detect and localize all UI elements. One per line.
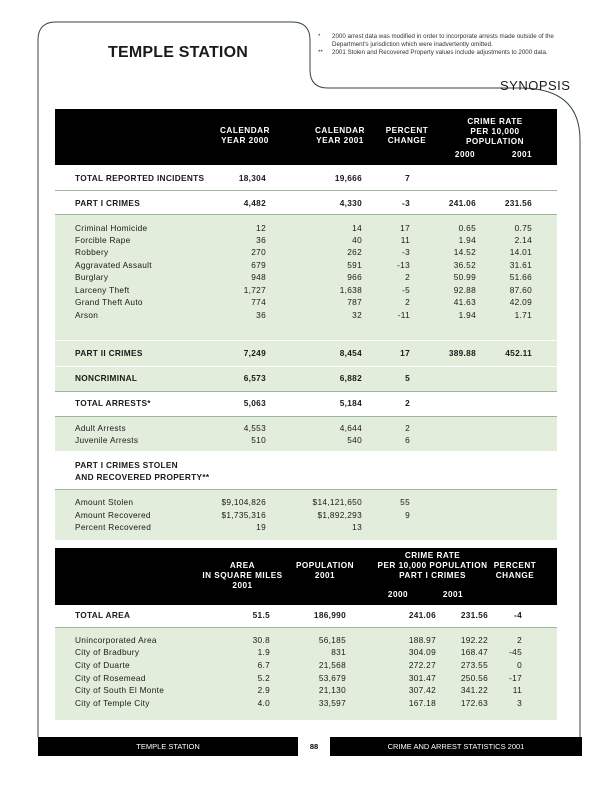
table-cell: 7,249 (243, 348, 266, 358)
row-label: Aggravated Assault (75, 260, 152, 270)
table-cell: 241.06 (448, 198, 476, 208)
table-cell: 50.99 (453, 272, 476, 282)
col-header-rate-2001: 2001 (442, 590, 464, 599)
table-cell: -11 (397, 310, 410, 320)
footer-right: CRIME AND ARREST STATISTICS 2001 (330, 737, 582, 756)
table-cell: 2 (405, 423, 410, 433)
table-cell: 19,666 (334, 173, 362, 183)
table-cell: 4,482 (243, 198, 266, 208)
table-cell: 36 (256, 235, 266, 245)
col-header-cal2000: CALENDAR YEAR 2000 (220, 126, 270, 145)
col-header-rate-2000: 2000 (387, 590, 409, 599)
table-cell: 787 (347, 297, 362, 307)
table-cell: $14,121,650 (312, 497, 362, 507)
table-cell: 92.88 (453, 285, 476, 295)
col-header-area: AREA IN SQUARE MILES 2001 (202, 561, 283, 590)
table-cell: 7 (405, 173, 410, 183)
row-label: Amount Recovered (75, 510, 151, 520)
table-cell: 21,568 (318, 660, 346, 670)
table-cell: $1,735,316 (221, 510, 266, 520)
table-cell: 12 (256, 223, 266, 233)
table-cell: 301.47 (408, 673, 436, 683)
table-cell: 304.09 (408, 647, 436, 657)
table-cell: 5 (405, 373, 410, 383)
table-cell: 774 (251, 297, 266, 307)
table-cell: 4,330 (339, 198, 362, 208)
row-label: Percent Recovered (75, 522, 152, 532)
table-cell: 2 (405, 272, 410, 282)
table-cell: 4,553 (243, 423, 266, 433)
table-cell: 8,454 (339, 348, 362, 358)
footer (38, 737, 582, 756)
table-cell: 168.47 (460, 647, 488, 657)
row-divider (55, 391, 557, 392)
table-cell: 452.11 (505, 348, 532, 358)
table-cell: 13 (352, 522, 362, 532)
row-label: Burglary (75, 272, 109, 282)
table-cell: 192.22 (460, 635, 488, 645)
table-cell: 172.63 (460, 698, 488, 708)
table1-header (55, 109, 557, 165)
row-label: City of Bradbury (75, 647, 140, 657)
table-cell: 21,130 (318, 685, 346, 695)
table-cell: 1.71 (514, 310, 532, 320)
table-cell: 0.75 (514, 223, 532, 233)
table-cell: 1.94 (458, 310, 476, 320)
footnotes (318, 33, 563, 57)
table2-header (55, 548, 557, 605)
section-label: SYNOPSIS (500, 78, 571, 93)
row-label: City of Temple City (75, 698, 150, 708)
col-header-rate-2001: 2001 (511, 150, 533, 159)
table-cell: 188.97 (408, 635, 436, 645)
table-cell: 2.14 (514, 235, 532, 245)
table-cell: 186,990 (313, 610, 346, 620)
table-cell: 51.66 (509, 272, 532, 282)
table-cell: 31.61 (509, 260, 532, 270)
table-cell: 241.06 (408, 610, 436, 620)
row-divider (55, 190, 557, 191)
table-cell: 591 (347, 260, 362, 270)
row-label: TOTAL REPORTED INCIDENTS (75, 173, 205, 183)
table-cell: -45 (509, 647, 522, 657)
col-header-rate: CRIME RATE PER 10,000 POPULATION PART I CRIMES (377, 551, 488, 580)
row-label: Forcible Rape (75, 235, 131, 245)
row-label: City of South El Monte (75, 685, 165, 695)
footnote-text: 2000 arrest data was modified in order to incorporate arrests made outside of the Department's jurisdiction which were inadvertently omitted. (332, 33, 554, 48)
table-cell: 87.60 (509, 285, 532, 295)
table-cell: 540 (347, 435, 362, 445)
table-cell: 4,644 (339, 423, 362, 433)
table-cell: 2.9 (257, 685, 270, 695)
row-label: PART I CRIMES STOLEN (75, 460, 178, 470)
table-cell: 389.88 (448, 348, 476, 358)
table-cell: 6 (405, 435, 410, 445)
table-cell: 51.5 (252, 610, 270, 620)
table-cell: 1.94 (458, 235, 476, 245)
table-cell: 341.22 (460, 685, 488, 695)
table-cell: -17 (509, 673, 522, 683)
table-cell: 19 (256, 522, 266, 532)
col-header-rate: CRIME RATE PER 10,000 POPULATION (465, 117, 525, 146)
row-label: Arson (75, 310, 99, 320)
table-cell: 41.63 (453, 297, 476, 307)
row-label: Unincorporated Area (75, 635, 157, 645)
table-cell: 56,185 (318, 635, 346, 645)
table-cell: 11 (512, 685, 522, 695)
table-cell: -13 (397, 260, 410, 270)
table-cell: 1,638 (339, 285, 362, 295)
footnote-mark: ** (318, 49, 323, 56)
table-cell: 231.56 (504, 198, 532, 208)
table-cell: 2 (517, 635, 522, 645)
table-cell: 6.7 (257, 660, 270, 670)
row-label: Adult Arrests (75, 423, 126, 433)
table-cell: 679 (251, 260, 266, 270)
row-label: City of Rosemead (75, 673, 146, 683)
col-header-cal2001: CALENDAR YEAR 2001 (315, 126, 365, 145)
table-cell: -5 (402, 285, 410, 295)
table-cell: 42.09 (509, 297, 532, 307)
page-number: 88 (302, 737, 326, 756)
table-cell: 53,679 (318, 673, 346, 683)
table-cell: -4 (514, 610, 522, 620)
table-cell: 2 (405, 398, 410, 408)
table-cell: 36 (256, 310, 266, 320)
table-cell: 55 (400, 497, 410, 507)
table-cell: 33,597 (318, 698, 346, 708)
table-cell: -3 (402, 198, 410, 208)
table-cell: 30.8 (252, 635, 270, 645)
table-cell: 1.9 (257, 647, 270, 657)
row-label: TOTAL ARRESTS* (75, 398, 151, 408)
footnote-text: 2001 Stolen and Recovered Property values include adjustments to 2000 data. (332, 49, 548, 56)
table-cell: 273.55 (460, 660, 488, 670)
row-label: Larceny Theft (75, 285, 130, 295)
table-cell: 36.52 (453, 260, 476, 270)
table-cell: 948 (251, 272, 266, 282)
table-cell: 307.42 (408, 685, 436, 695)
table-cell: 40 (352, 235, 362, 245)
table-cell: $9,104,826 (221, 497, 266, 507)
col-header-pct: PERCENT CHANGE (493, 561, 537, 580)
table-cell: 831 (331, 647, 346, 657)
footnote-mark: * (318, 33, 321, 40)
footer-left: TEMPLE STATION (38, 737, 298, 756)
row-label: City of Duarte (75, 660, 130, 670)
table-cell: 9 (405, 510, 410, 520)
row-label: TOTAL AREA (75, 610, 131, 620)
table-cell: 4.0 (257, 698, 270, 708)
table-cell: 270 (251, 247, 266, 257)
table-cell: 0.65 (458, 223, 476, 233)
table-cell: 32 (352, 310, 362, 320)
table-cell: 11 (400, 235, 410, 245)
table-cell: 510 (251, 435, 266, 445)
col-header-rate-2000: 2000 (454, 150, 476, 159)
table-cell: 18,304 (238, 173, 266, 183)
row-label: PART I CRIMES (75, 198, 141, 208)
table-cell: 5.2 (257, 673, 270, 683)
table-cell: 5,063 (243, 398, 266, 408)
table-cell: 17 (400, 223, 410, 233)
table-cell: -3 (402, 247, 410, 257)
row-label: Robbery (75, 247, 109, 257)
col-header-population: POPULATION 2001 (295, 561, 355, 580)
table-cell: 262 (347, 247, 362, 257)
footnote (318, 49, 563, 57)
table-cell: 14 (352, 223, 362, 233)
row-label: AND RECOVERED PROPERTY** (75, 472, 210, 482)
footnote (318, 33, 563, 49)
table-cell: 14.52 (453, 247, 476, 257)
page-title: TEMPLE STATION (108, 44, 248, 61)
row-label: Amount Stolen (75, 497, 134, 507)
table-cell: 966 (347, 272, 362, 282)
row-label: Juvenile Arrests (75, 435, 139, 445)
table-cell: 250.56 (460, 673, 488, 683)
col-header-pct: PERCENT CHANGE (385, 126, 429, 145)
table-cell: 231.56 (460, 610, 488, 620)
table-cell: 2 (405, 297, 410, 307)
table-cell: 1,727 (243, 285, 266, 295)
table-cell: $1,892,293 (317, 510, 362, 520)
row-label: Criminal Homicide (75, 223, 148, 233)
table-cell: 17 (400, 348, 410, 358)
table-cell: 5,184 (339, 398, 362, 408)
table-cell: 6,573 (243, 373, 266, 383)
row-label: Grand Theft Auto (75, 297, 143, 307)
table-cell: 167.18 (408, 698, 436, 708)
table-cell: 0 (517, 660, 522, 670)
table-cell: 272.27 (408, 660, 436, 670)
row-label: PART II CRIMES (75, 348, 143, 358)
row-label: NONCRIMINAL (75, 373, 138, 383)
table-cell: 3 (517, 698, 522, 708)
table-cell: 14.01 (509, 247, 532, 257)
table-cell: 6,882 (339, 373, 362, 383)
